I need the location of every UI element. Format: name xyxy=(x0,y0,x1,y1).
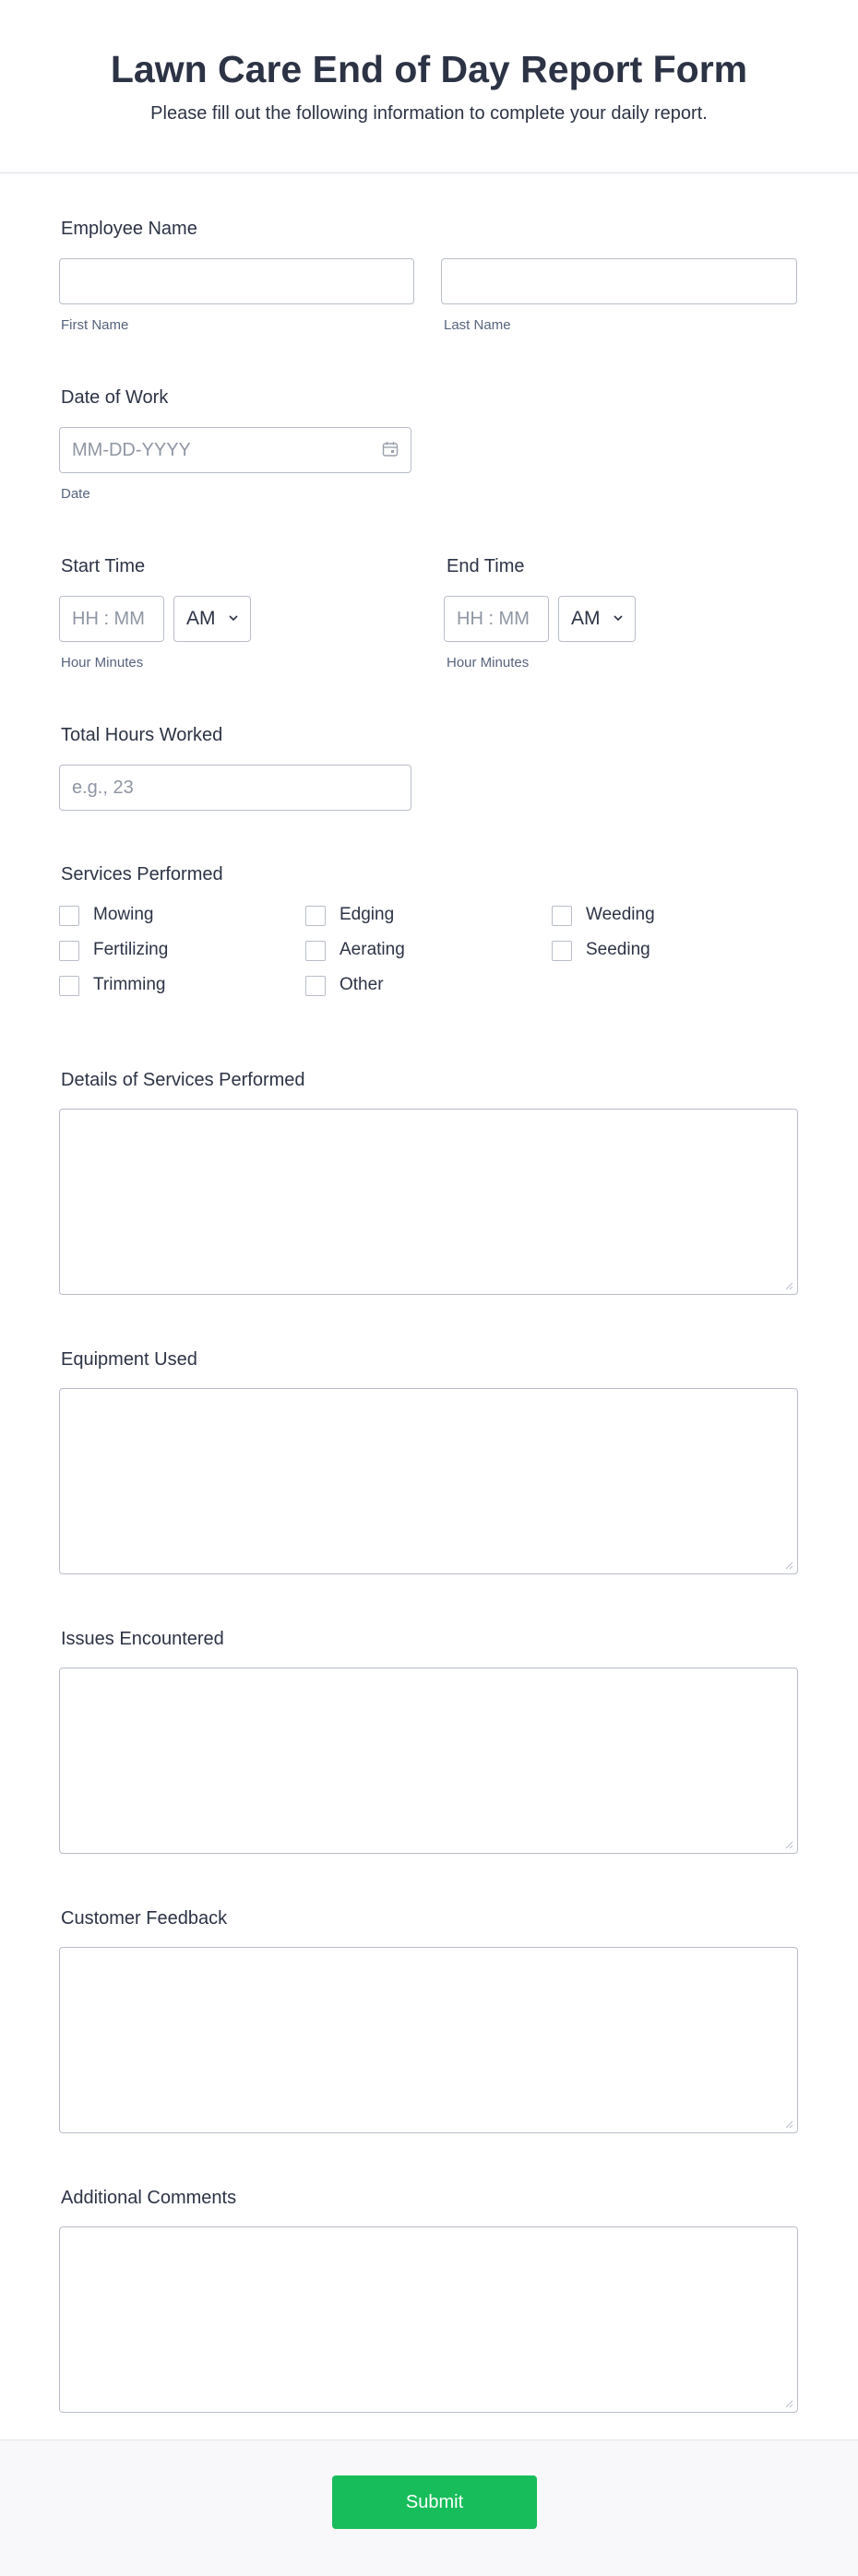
issues-textarea[interactable] xyxy=(59,1668,798,1854)
checkbox-edging[interactable] xyxy=(305,906,326,926)
start-time-label: Start Time xyxy=(61,556,146,576)
end-ampm-value: AM xyxy=(571,608,601,629)
date-of-work-label: Date of Work xyxy=(61,387,169,408)
total-hours-label: Total Hours Worked xyxy=(61,725,223,745)
end-time-label: End Time xyxy=(447,556,525,576)
services-label: Services Performed xyxy=(61,864,223,884)
equipment-label: Equipment Used xyxy=(61,1349,197,1370)
total-hours-placeholder: e.g., 23 xyxy=(72,778,134,798)
start-ampm-value: AM xyxy=(186,608,216,629)
checkbox-label-mowing[interactable]: Mowing xyxy=(93,905,154,924)
end-ampm-select[interactable] xyxy=(558,596,636,642)
date-input[interactable] xyxy=(59,427,411,473)
checkbox-label-aerating[interactable]: Aerating xyxy=(340,940,405,959)
checkbox-fertilizing[interactable] xyxy=(59,941,79,961)
page-title: Lawn Care End of Day Report Form xyxy=(110,48,748,90)
end-time-sublabel: Hour Minutes xyxy=(447,655,530,671)
end-time-input[interactable] xyxy=(444,596,549,642)
details-textarea[interactable] xyxy=(59,1109,798,1295)
first-name-input[interactable] xyxy=(59,258,414,304)
issues-label: Issues Encountered xyxy=(61,1629,224,1649)
resize-handle-icon[interactable] xyxy=(785,1841,793,1849)
chevron-down-icon xyxy=(612,611,625,629)
checkbox-label-edging[interactable]: Edging xyxy=(340,905,395,924)
resize-handle-icon[interactable] xyxy=(785,2120,793,2129)
resize-handle-icon[interactable] xyxy=(785,1561,793,1570)
details-label: Details of Services Performed xyxy=(61,1070,305,1090)
header-divider xyxy=(0,172,858,173)
checkbox-trimming[interactable] xyxy=(59,976,79,996)
start-ampm-select[interactable] xyxy=(173,596,251,642)
checkbox-label-trimming[interactable]: Trimming xyxy=(93,975,166,994)
checkbox-weeding[interactable] xyxy=(552,906,572,926)
start-time-sublabel: Hour Minutes xyxy=(61,655,144,671)
checkbox-label-weeding[interactable]: Weeding xyxy=(586,905,655,924)
checkbox-other[interactable] xyxy=(305,976,326,996)
end-time-placeholder: HH : MM xyxy=(457,609,530,629)
resize-handle-icon[interactable] xyxy=(785,1282,793,1290)
checkbox-label-seeding[interactable]: Seeding xyxy=(586,940,650,959)
feedback-label: Customer Feedback xyxy=(61,1908,228,1929)
first-name-sublabel: First Name xyxy=(61,317,129,333)
checkbox-aerating[interactable] xyxy=(305,941,326,961)
start-time-input[interactable] xyxy=(59,596,164,642)
employee-name-label: Employee Name xyxy=(61,219,197,239)
equipment-textarea[interactable] xyxy=(59,1388,798,1574)
checkbox-seeding[interactable] xyxy=(552,941,572,961)
comments-textarea[interactable] xyxy=(59,2226,798,2413)
resize-handle-icon[interactable] xyxy=(785,2400,793,2408)
checkbox-label-other[interactable]: Other xyxy=(340,975,384,994)
checkbox-mowing[interactable] xyxy=(59,906,79,926)
comments-label: Additional Comments xyxy=(61,2188,237,2208)
date-placeholder: MM-DD-YYYY xyxy=(72,440,191,460)
last-name-sublabel: Last Name xyxy=(444,317,511,333)
date-sublabel: Date xyxy=(61,486,90,502)
page-subtitle: Please fill out the following information to complete your daily report. xyxy=(150,103,708,124)
checkbox-label-fertilizing[interactable]: Fertilizing xyxy=(93,940,169,959)
last-name-input[interactable] xyxy=(441,258,797,304)
chevron-down-icon xyxy=(227,611,240,629)
feedback-textarea[interactable] xyxy=(59,1947,798,2133)
submit-button[interactable]: Submit xyxy=(332,2475,537,2529)
total-hours-input[interactable] xyxy=(59,765,411,811)
calendar-icon[interactable] xyxy=(382,441,399,462)
start-time-placeholder: HH : MM xyxy=(72,609,145,629)
